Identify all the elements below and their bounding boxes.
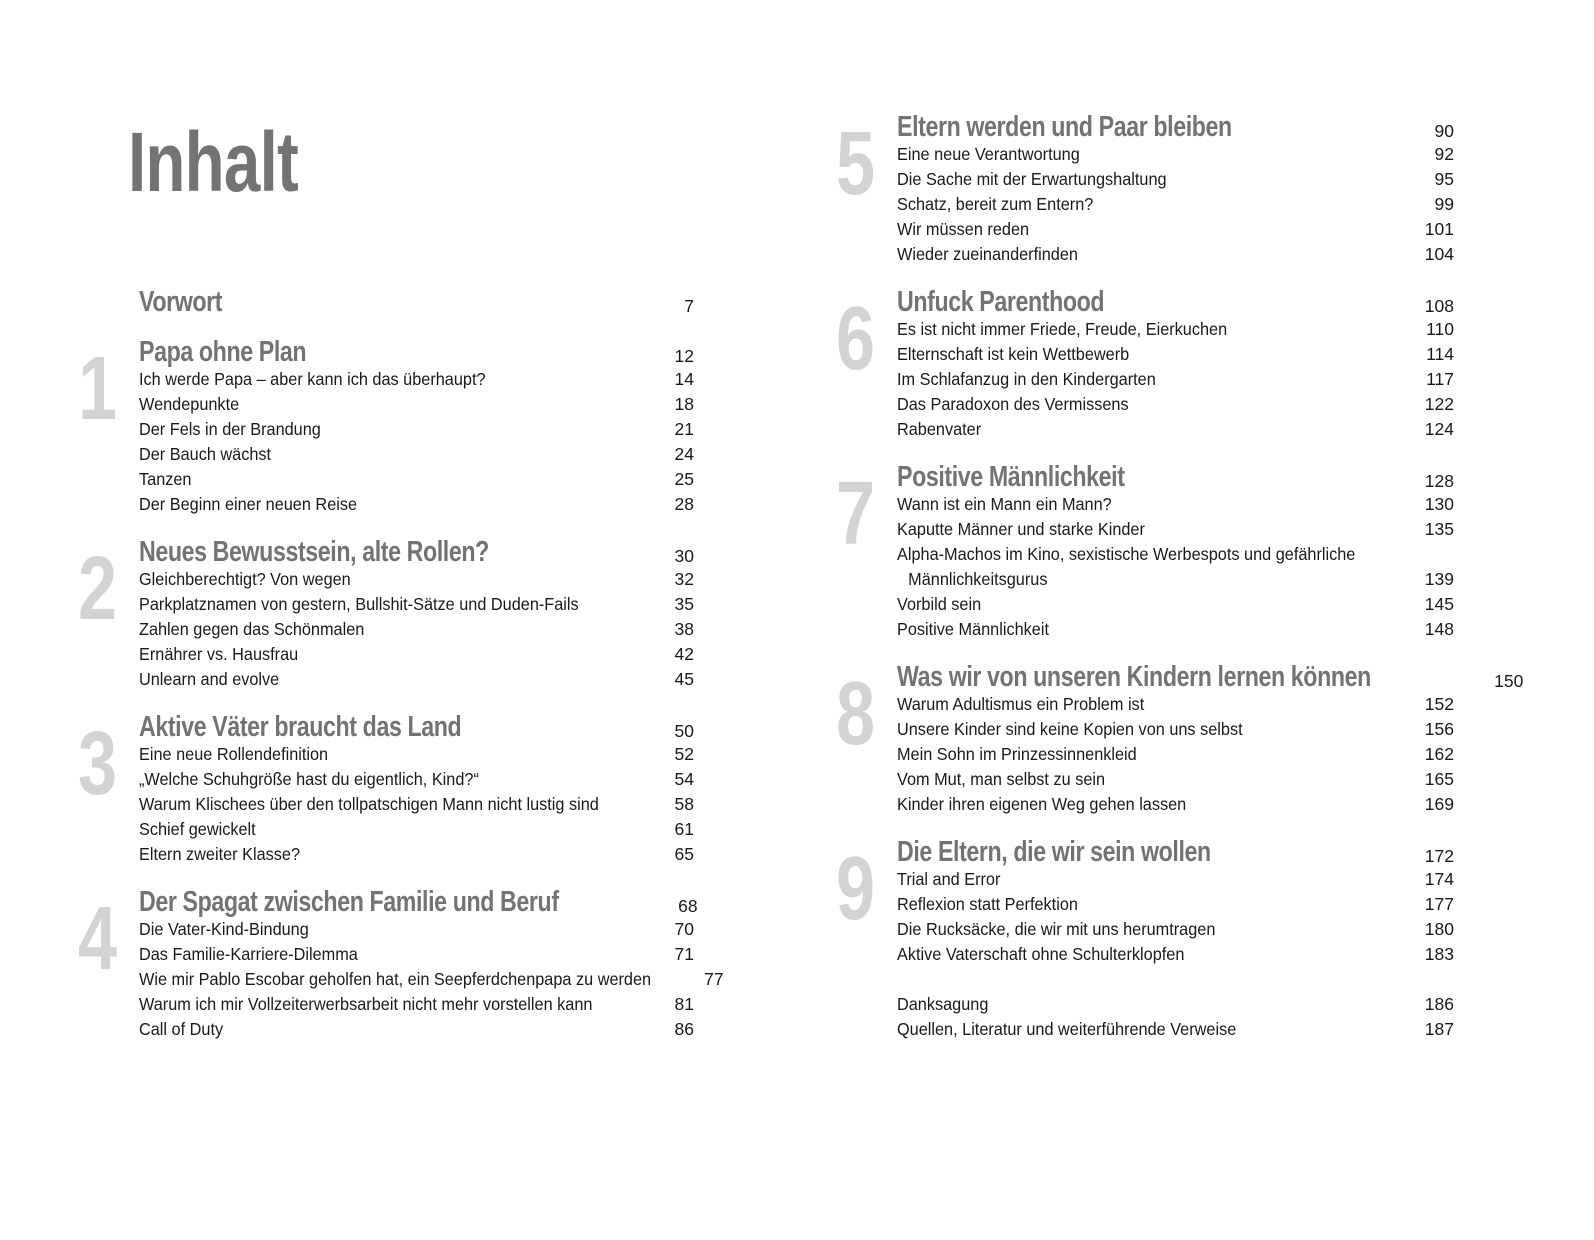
toc-entry[interactable] [897,492,1454,517]
toc-entry-page: 14 [674,369,694,389]
toc-entry-title: Trial and Error [897,869,1001,889]
chapter-number: 4 [78,889,118,989]
toc-entry-title: Danksagung [897,994,989,1014]
toc-entry-page: 186 [1424,994,1454,1014]
back-matter [836,992,1454,1042]
toc-entry-title-continuation: Männlichkeitsgurus [908,569,1048,589]
toc-entry-page: 145 [1424,594,1454,614]
chapter-number: 1 [78,339,118,439]
toc-entry[interactable] [897,592,1454,617]
toc-left-column [78,286,724,1067]
toc-entry-page: 122 [1424,394,1454,414]
toc-entry-title: Schief gewickelt [139,819,256,839]
toc-entry-title: Im Schlafanzug in den Kindergarten [897,369,1156,389]
toc-entry-page: 95 [1434,169,1454,189]
toc-entry-page: 104 [1424,244,1454,264]
toc-entry[interactable] [897,317,1454,342]
toc-entry-title: Eltern zweiter Klasse? [139,844,301,864]
toc-entry-page: 32 [674,569,694,589]
chapter-heading[interactable] [897,836,1454,868]
toc-entry[interactable] [139,642,694,667]
toc-entry-page: 177 [1424,894,1454,914]
toc-entry-title: Der Fels in der Brandung [139,419,321,439]
toc-entry-page: 70 [674,919,694,939]
toc-entry-title: Wie mir Pablo Escobar geholfen hat, ein Seepferdchenpapa zu werden [139,969,652,989]
toc-entry-title: Es ist nicht immer Friede, Freude, Eierkuchen [897,319,1228,339]
chapter-title: Positive Männlichkeit [897,461,1125,493]
toc-entry-page: 38 [674,619,694,639]
toc-entry[interactable] [139,442,694,467]
toc-entry-title: Warum Klischees über den tollpatschigen Mann nicht lustig sind [139,794,599,814]
toc-entry[interactable] [897,392,1454,417]
toc-entry-title: Positive Männlichkeit [897,619,1049,639]
toc-entry[interactable] [897,367,1454,392]
chapter-section [78,536,694,692]
chapter-page: 68 [678,896,698,916]
toc-entry[interactable] [897,617,1454,642]
chapter-number: 2 [78,539,118,639]
toc-entry-page: 92 [1434,144,1454,164]
toc-entry[interactable] [897,192,1454,217]
toc-entry-title: Wieder zueinanderfinden [897,244,1078,264]
toc-entry-page: 152 [1424,694,1454,714]
toc-entry-title: Unsere Kinder sind keine Kopien von uns selbst [897,719,1243,739]
toc-entry-page: 156 [1424,719,1454,739]
toc-entry[interactable] [897,517,1454,542]
page-title: Inhalt [128,115,299,209]
toc-entry[interactable] [139,667,694,692]
toc-entry[interactable] [897,767,1454,792]
toc-entry-title: Schatz, bereit zum Entern? [897,194,1094,214]
toc-entry[interactable] [139,817,694,842]
toc-entry-title: Call of Duty [139,1019,224,1039]
toc-entry-title: Reflexion statt Perfektion [897,894,1078,914]
toc-entry[interactable] [139,792,694,817]
toc-entry-title: Parkplatznamen von gestern, Bullshit-Sätze und Duden-Fails [139,594,579,614]
toc-entry-title: Alpha-Machos im Kino, sexistische Werbespots und gefährliche [897,544,1356,564]
toc-entry[interactable] [897,792,1454,817]
chapter-title: Die Eltern, die wir sein wollen [897,836,1211,868]
toc-entry[interactable] [139,967,724,992]
vorwort-title: Vorwort [139,286,223,318]
toc-entry-title: Quellen, Literatur und weiterführende Verweise [897,1019,1237,1039]
toc-entry-page: 162 [1424,744,1454,764]
toc-entry-page: 65 [674,844,694,864]
toc-entry-title: Unlearn and evolve [139,669,280,689]
toc-entry[interactable] [897,417,1454,442]
toc-entry-page: 58 [674,794,694,814]
toc-entry-page: 54 [674,769,694,789]
chapter-page: 172 [1424,846,1454,866]
chapter-heading[interactable] [897,286,1454,318]
toc-entry[interactable] [139,492,694,517]
toc-entry-title: Wann ist ein Mann ein Mann? [897,494,1112,514]
toc-entry-page: 61 [674,819,694,839]
toc-entry-page: 148 [1424,619,1454,639]
toc-entry[interactable] [897,142,1454,167]
toc-entry-page: 165 [1424,769,1454,789]
toc-entry-page: 21 [674,419,694,439]
toc-entry[interactable] [139,617,694,642]
chapter-title: Papa ohne Plan [139,336,307,368]
toc-entry-page: 110 [1426,319,1454,339]
toc-entry[interactable] [139,992,694,1017]
chapter-heading[interactable] [897,111,1454,143]
chapter-section [836,836,1454,967]
toc-entry-title: Gleichberechtigt? Von wegen [139,569,351,589]
chapter-page: 30 [674,546,694,566]
toc-entry[interactable] [139,467,694,492]
toc-entry-title: Die Vater-Kind-Bindung [139,919,309,939]
toc-entry-title: Elternschaft ist kein Wettbewerb [897,344,1130,364]
chapter-page: 128 [1424,471,1454,491]
toc-entry[interactable] [139,567,694,592]
toc-entry-page: 25 [674,469,694,489]
toc-entry-title: Tanzen [139,469,192,489]
toc-entry-page: 52 [674,744,694,764]
chapter-section [836,111,1454,267]
chapter-title: Neues Bewusstsein, alte Rollen? [139,536,489,568]
toc-entry-title: Zahlen gegen das Schönmalen [139,619,365,639]
toc-entry-title: Ernährer vs. Hausfrau [139,644,299,664]
toc-entry[interactable] [897,917,1454,942]
toc-entry[interactable] [897,542,1454,592]
toc-entry-title: Warum Adultismus ein Problem ist [897,694,1145,714]
chapter-section [836,661,1524,817]
chapter-heading[interactable] [139,536,694,568]
chapter-title: Aktive Väter braucht das Land [139,711,462,743]
toc-entry[interactable] [139,1017,694,1042]
toc-entry[interactable] [897,1017,1454,1042]
toc-entry-title: „Welche Schuhgröße hast du eigentlich, Kind?“ [139,769,479,789]
toc-entry-page: 124 [1424,419,1454,439]
toc-entry-page: 180 [1424,919,1454,939]
chapter-section [836,461,1454,642]
toc-entry-page: 117 [1426,369,1454,389]
toc-entry-page: 130 [1424,494,1454,514]
toc-entry-title: Die Rucksäcke, die wir mit uns herumtragen [897,919,1216,939]
chapter-number: 6 [836,289,876,389]
toc-entry[interactable] [139,417,694,442]
toc-entry-page: 35 [674,594,694,614]
chapter-title: Unfuck Parenthood [897,286,1105,318]
toc-entry[interactable] [897,892,1454,917]
toc-entry-title: Vom Mut, man selbst zu sein [897,769,1106,789]
toc-entry-page: 77 [704,969,724,989]
toc-entry[interactable] [139,917,694,942]
toc-entry-title: Das Familie-Karriere-Dilemma [139,944,358,964]
toc-entry-page: 101 [1424,219,1454,239]
chapter-heading[interactable] [139,711,694,743]
toc-entry[interactable] [897,342,1454,367]
toc-entry-title: Rabenvater [897,419,982,439]
chapter-heading[interactable] [139,336,694,368]
toc-entry[interactable] [897,217,1454,242]
toc-entry-page: 139 [1424,569,1454,589]
chapter-number: 5 [836,114,876,214]
toc-entry[interactable] [139,392,694,417]
chapter-number: 3 [78,714,118,814]
toc-entry[interactable] [897,742,1454,767]
toc-entry-page: 99 [1434,194,1454,214]
chapter-section [78,886,724,1042]
toc-entry-title: Mein Sohn im Prinzessinnenkleid [897,744,1137,764]
toc-entry-page: 28 [674,494,694,514]
chapter-section [78,711,694,867]
chapter-heading[interactable] [139,886,698,918]
toc-entry-title: Eine neue Verantwortung [897,144,1080,164]
toc-entry-title: Vorbild sein [897,594,982,614]
toc-entry[interactable] [139,942,694,967]
toc-entry[interactable] [139,767,694,792]
toc-entry[interactable] [897,867,1454,892]
toc-entry[interactable] [139,367,694,392]
chapter-title: Der Spagat zwischen Familie und Beruf [139,886,559,918]
toc-entry-page: 18 [674,394,694,414]
chapter-number: 9 [836,839,876,939]
toc-entry[interactable] [897,692,1454,717]
toc-entry-page: 71 [674,944,694,964]
toc-entry-page: 187 [1424,1019,1454,1039]
toc-entry-vorwort[interactable] [78,286,694,318]
toc-entry-title: Wir müssen reden [897,219,1030,239]
toc-entry[interactable] [139,592,694,617]
toc-entry[interactable] [897,242,1454,267]
toc-entry-page: 45 [674,669,694,689]
toc-right-column [836,111,1524,1042]
toc-entry-title: Eine neue Rollendefinition [139,744,329,764]
chapter-page: 108 [1424,296,1454,316]
toc-entry[interactable] [897,167,1454,192]
toc-entry-line [897,567,1454,592]
toc-entry-title: Aktive Vaterschaft ohne Schulterklopfen [897,944,1185,964]
vorwort-page: 7 [684,296,694,316]
toc-entry-page: 86 [674,1019,694,1039]
chapter-page: 90 [1434,121,1454,141]
toc-entry-title: Wendepunkte [139,394,240,414]
toc-entry-title: Kinder ihren eigenen Weg gehen lassen [897,794,1187,814]
toc-entry[interactable] [897,942,1454,967]
toc-entry[interactable] [139,742,694,767]
toc-entry-line [897,542,1454,567]
chapter-page: 50 [674,721,694,741]
toc-entry-page: 174 [1424,869,1454,889]
toc-entry-title: Warum ich mir Vollzeiterwerbsarbeit nicht mehr vorstellen kann [139,994,593,1014]
chapter-heading[interactable] [897,661,1524,693]
toc-entry-title: Der Beginn einer neuen Reise [139,494,358,514]
chapter-page: 150 [1494,671,1524,691]
chapter-section [836,286,1454,442]
toc-entry-page: 183 [1424,944,1454,964]
toc-entry-title: Der Bauch wächst [139,444,272,464]
toc-entry-title: Die Sache mit der Erwartungshaltung [897,169,1167,189]
chapter-title: Eltern werden und Paar bleiben [897,111,1232,143]
toc-entry-page: 135 [1424,519,1454,539]
chapter-number: 8 [836,664,876,764]
toc-entry-title: Das Paradoxon des Vermissens [897,394,1129,414]
toc-entry-page: 169 [1424,794,1454,814]
chapter-section [78,336,694,517]
chapter-title: Was wir von unseren Kindern lernen können [897,661,1371,693]
toc-entry-title: Ich werde Papa – aber kann ich das überhaupt? [139,369,486,389]
toc-entry-page: 24 [674,444,694,464]
toc-entry-title: Kaputte Männer und starke Kinder [897,519,1145,539]
toc-entry[interactable] [897,992,1454,1017]
toc-entry-page: 42 [674,644,694,664]
toc-entry-page: 114 [1426,344,1454,364]
chapter-number: 7 [836,464,876,564]
toc-entry-page: 81 [674,994,694,1014]
toc-entry[interactable] [139,842,694,867]
chapter-page: 12 [674,346,694,366]
toc-entry[interactable] [897,717,1454,742]
chapter-heading[interactable] [897,461,1454,493]
